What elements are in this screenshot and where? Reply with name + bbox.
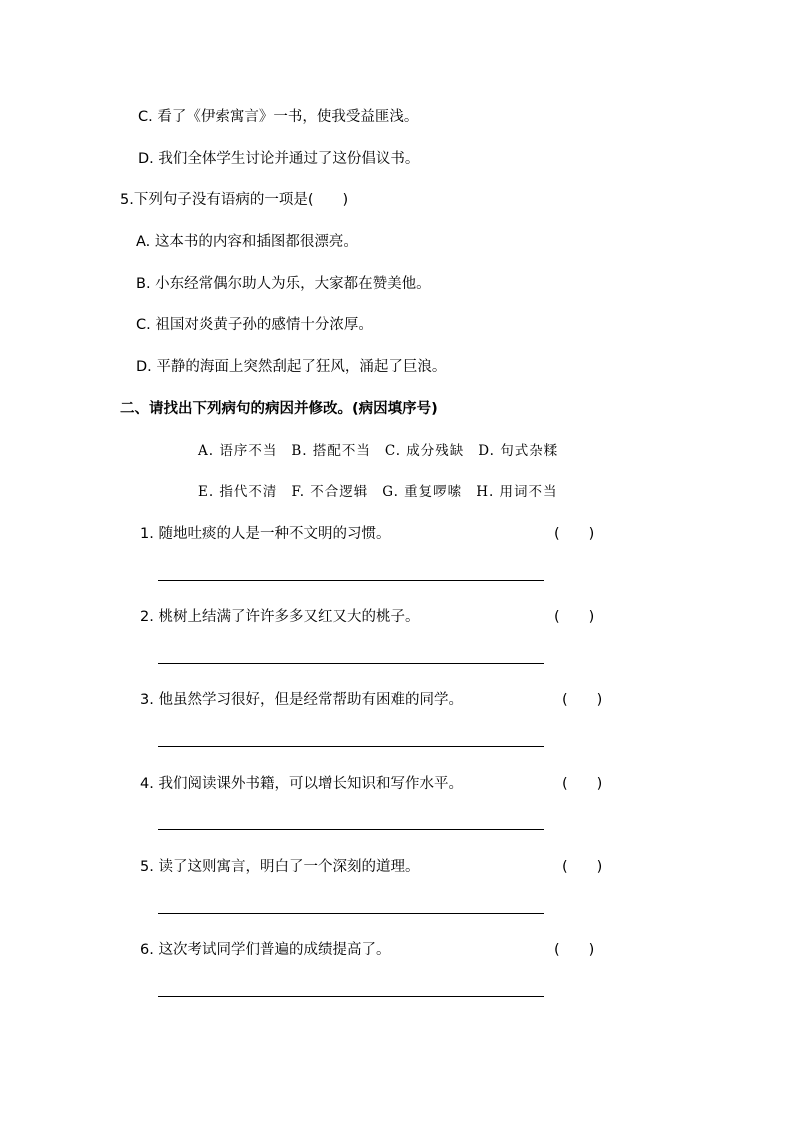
- section-2-title: 二、请找出下列病句的病因并修改。(病因填序号): [120, 401, 438, 417]
- legend-f: F. 不合逻辑: [291, 484, 369, 500]
- item-2-text: 2. 桃树上结满了许许多多又红又大的桃子。: [140, 609, 420, 625]
- item-1-correction-line[interactable]: [158, 580, 544, 581]
- item-1-text: 1. 随地吐痰的人是一种不文明的习惯。: [140, 526, 391, 542]
- legend-e: E. 指代不清: [198, 484, 278, 500]
- option-d-prev: D. 我们全体学生讨论并通过了这份倡议书。: [138, 151, 420, 167]
- q5-option-b: B. 小东经常偶尔助人为乐，大家都在赞美他。: [136, 276, 431, 292]
- q5-option-a: A. 这本书的内容和插图都很漂亮。: [136, 234, 358, 250]
- item-4-text: 4. 我们阅读课外书籍，可以增长知识和写作水平。: [140, 776, 463, 792]
- item-1-answer-box[interactable]: ( ): [554, 526, 595, 542]
- item-6-correction-line[interactable]: [158, 996, 544, 997]
- legend-h: H. 用词不当: [476, 484, 558, 500]
- q5-option-d: D. 平静的海面上突然刮起了狂风，涌起了巨浪。: [136, 359, 447, 375]
- question-5-stem: 5.下列句子没有语病的一项是( ): [120, 192, 349, 208]
- item-3-answer-box[interactable]: ( ): [562, 692, 603, 708]
- legend-g: G. 重复啰嗦: [382, 484, 463, 500]
- item-4-correction-line[interactable]: [158, 829, 544, 830]
- item-5-text: 5. 读了这则寓言，明白了一个深刻的道理。: [140, 859, 420, 875]
- item-3-text: 3. 他虽然学习很好，但是经常帮助有困难的同学。: [140, 692, 463, 708]
- legend-c: C. 成分残缺: [384, 443, 465, 459]
- item-3-correction-line[interactable]: [158, 746, 544, 747]
- q5-option-c: C. 祖国对炎黄子孙的感情十分浓厚。: [136, 317, 373, 333]
- item-2-correction-line[interactable]: [158, 663, 544, 664]
- legend-row-1: [198, 441, 572, 461]
- legend-row-2: [198, 482, 572, 502]
- legend-a: A. 语序不当: [198, 443, 278, 459]
- item-5-correction-line[interactable]: [158, 913, 544, 914]
- item-6-answer-box[interactable]: ( ): [554, 942, 595, 958]
- legend-d: D. 句式杂糅: [478, 443, 559, 459]
- legend-b: B. 搭配不当: [291, 443, 371, 459]
- item-2-answer-box[interactable]: ( ): [554, 609, 595, 625]
- option-c-prev: C. 看了《伊索寓言》一书，使我受益匪浅。: [138, 109, 419, 125]
- item-6-text: 6. 这次考试同学们普遍的成绩提高了。: [140, 942, 391, 958]
- item-5-answer-box[interactable]: ( ): [562, 859, 603, 875]
- item-4-answer-box[interactable]: ( ): [562, 776, 603, 792]
